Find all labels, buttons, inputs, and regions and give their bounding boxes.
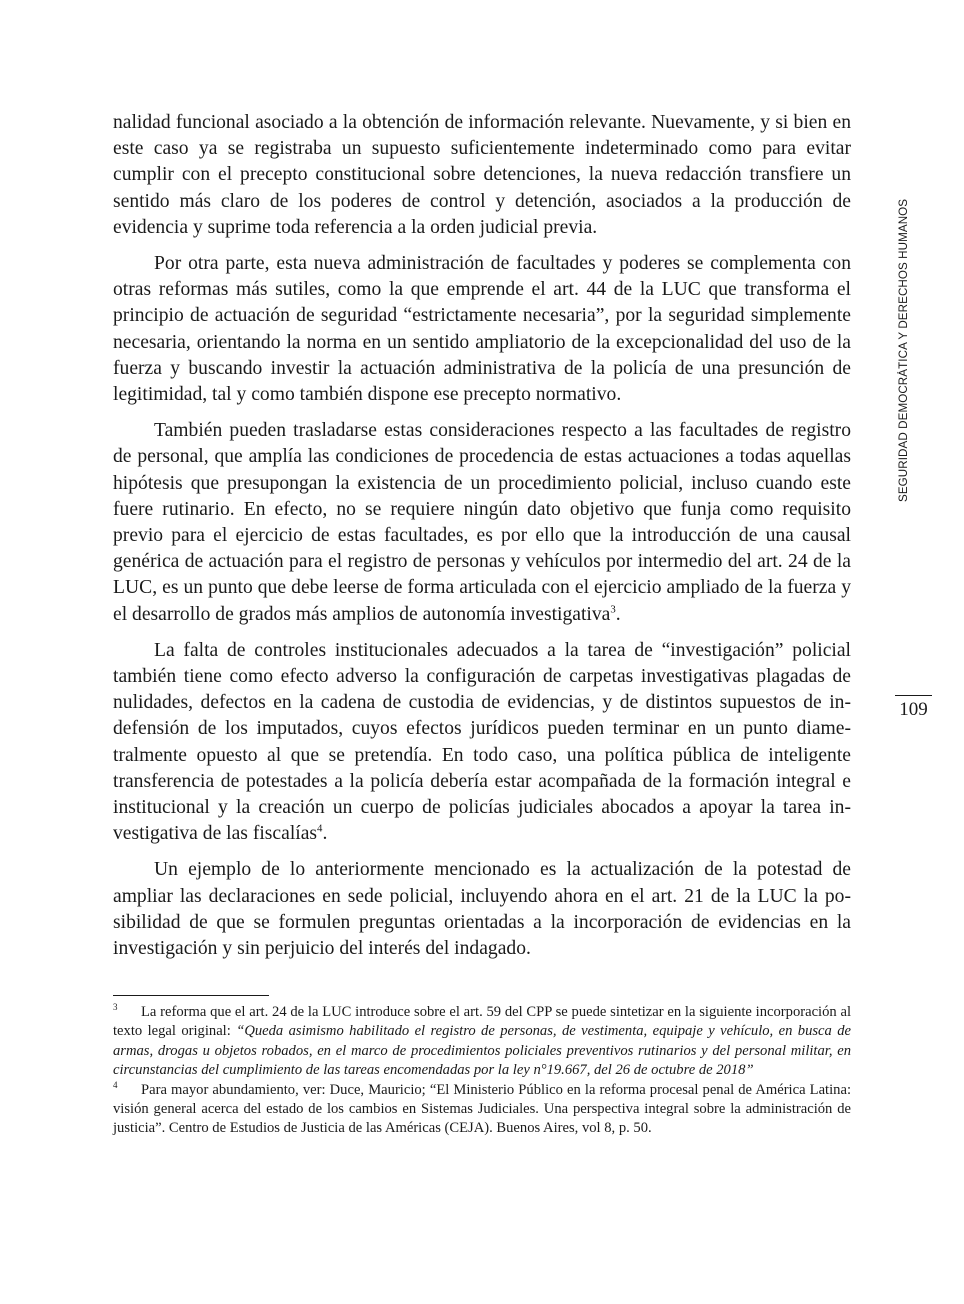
running-side-title: SEGURIDAD DEMOCRÁTICA Y DERECHOS HUMANOS <box>897 198 910 502</box>
footnote-ref-4: 4 <box>317 822 323 835</box>
page-number: 109 <box>899 699 928 720</box>
main-text <box>113 110 851 972</box>
paragraph-4 <box>113 638 851 848</box>
footnote-3: 3 La reforma que el art. 24 de la LUC introduce sobre el art. 59 del CPP se puede sintetizar en la siguiente incorporación al texto legal original: “Queda asimismo habilitado el registro de personas, de vestimenta, equipaje y vehículo, en busca de armas, drogas u objetos robados, en el marco de procedimientos policiales preventivos rutinarios y del personal militar, en circunstancias del cumplimiento de las tareas encomendadas por la ley n°19.667, del 26 de octubre de 2018” <box>113 1002 851 1079</box>
paragraph-1 <box>113 110 851 241</box>
footnote-4: 4 Para mayor abundamiento, ver: Duce, Mauricio; “El Ministerio Público en la reforma procesal penal de América Latina: visión general acerca del estado de los cambios en Sistemas Judiciales. Una perspectiva integral sobre la administración de justicia”. Centro de Estudios de Justicia de las Américas (CEJA). Buenos Aires, vol 8, p. 50. <box>113 1079 851 1137</box>
footnote-text: La reforma que el art. 24 de la LUC introduce sobre el art. 59 del CPP se puede sintetizar en la siguiente incorporación al texto legal original: <box>113 1004 851 1040</box>
paragraph-3 <box>113 418 851 628</box>
paragraph-text: nalidad funcional asociado a la obtención de información relevante. Nuevamente, y si bien en este caso ya se registraba un supuesto suficientemente indeterminado como para evitar cumplir con el precepto constitucional sobre detenciones, la nueva redacción transfiere un sentido más claro de los poderes de control y detención, asociados a la producción de evidencia y suprime toda referencia a la orden judicial previa. <box>113 112 851 238</box>
footnote-text: Para mayor abundamiento, ver: Duce, Mauricio; “El Ministerio Público en la reforma procesal penal de América Latina: visión general acerca del estado de los cambios en Sistemas Judiciales. Una perspectiva integral sobre la administración de justicia”. Centro de Estudios de Justicia de las Américas (CEJA). Buenos Aires, vol 8, p. 50. <box>113 1081 851 1137</box>
footnote-ref-3: 3 <box>610 603 616 616</box>
footnotes <box>113 1003 851 1139</box>
paragraph-end: . <box>615 603 621 625</box>
paragraph-text: La falta de controles institucionales adecuados a la tarea de “investigación” policial también tiene como efecto adverso la configuración de carpetas investigativas plagadas de nulidades, defectos en la cadena de custodia de evidencias, y de distintos supuestos de indefensión de los imputados, cuyos efectos jurídicos pueden terminar en un punto diametralmente opuesto al que se pretendía. En todo caso, una política pública de inteligente transferencia de potestades a la policía debería estar acompañada de la formación integral e institucional y la creación un cuerpo de policías judiciales abocados a apoyar la tarea investigativa de las fiscalías <box>113 639 851 845</box>
paragraph-text: Un ejemplo de lo anteriormente mencionado es la actualización de la potestad de ampliar las declaraciones en sede policial, incluyendo ahora en el art. 21 de la LUC la posibilidad de que se formulen preguntas orientadas a la incorporación de evidencias en la investigación y sin perjuicio del interés del indagado. <box>113 859 851 960</box>
paragraph-end: . <box>322 823 328 845</box>
paragraph-5 <box>113 857 851 962</box>
page-number-rule <box>895 695 932 696</box>
paragraph-2 <box>113 251 851 408</box>
paragraph-text: Por otra parte, esta nueva administración de facultades y poderes se complementa con otras reformas más sutiles, como la que emprende el art. 44 de la LUC que transforma el principio de actuación de seguridad “estrictamente necesaria”, por la seguridad simplemente necesaria, orientando la norma en un sentido ampliatorio de la excepcionalidad del uso de la fuerza y buscando investir la actuación administrativa de la policía de una presunción de legitimidad, tal y como también dispone ese precepto normativo. <box>113 253 851 406</box>
footnote-divider <box>113 995 269 996</box>
paragraph-text: También pueden trasladarse estas consideraciones respecto a las facultades de registro de personal, que amplía las condiciones de procedencia de estas actuaciones a todas aquellas hipótesis que presupongan la existencia de un procedimiento policial, incluso cuando este fuere rutinario. En efecto, no se requiere ningún dato objetivo que funja como requisito previo para el ejercicio de estas facultades, es por ello que la introducción de una causal genérica de actuación para el registro de personas y vehículos por intermedio del art. 24 de la LUC, es un punto que debe leerse de forma articulada con el ejercicio ampliado de la fuerza y el desarrollo de grados más amplios de autonomía investigativa <box>113 420 851 625</box>
footnote-quote: “Queda asimismo habilitado el registro de personas, de vestimenta, equipaje y vehículo, en busca de armas, drogas u objetos robados, en el marco de procedimientos policiales preventivos rutinarios y del personal militar, en circunstancias del cumplimiento de las tareas encomendadas por la ley n°19.667, del 26 de octubre de 2018” <box>113 1023 851 1079</box>
